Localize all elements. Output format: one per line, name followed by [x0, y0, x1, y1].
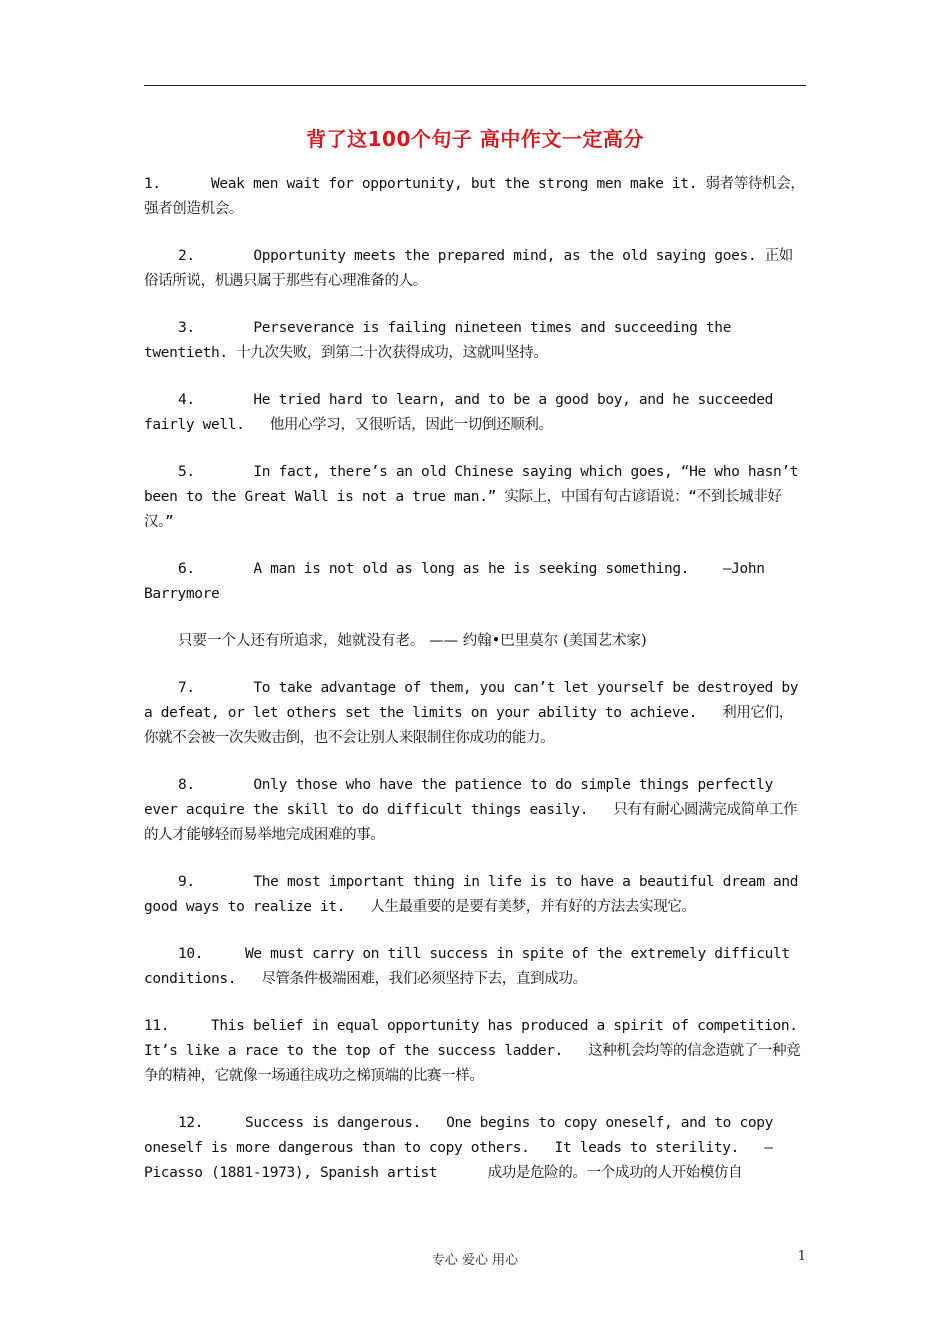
page-title: 背了这100个句子 高中作文一定高分: [306, 127, 644, 151]
header-rule: [144, 85, 806, 86]
sentence-text: 只要一个人还有所追求，她就没有老。 —— 约翰•巴里莫尔 (美国艺术家): [178, 633, 647, 649]
sentence-list: [144, 172, 806, 1208]
sentence-12: [144, 1111, 806, 1186]
sentence-text: This belief in equal opportunity has produced a spirit of competition. It’s like a race to the top of the success ladder. 这种机会均等的信念造就了一种竞争的精神，它就像一场通往成功之梯顶端的比赛一样。: [144, 1018, 807, 1084]
sentence-number: 5.: [178, 464, 195, 480]
sentence-number: 9.: [178, 874, 195, 890]
sentence-text: In fact, there’s an old Chinese saying which goes, “He who hasn’t been to the Great Wall is not a true man.” 实际上，中国有句古谚语说：“不到长城非好汉。”: [144, 464, 807, 530]
sentence-text: Weak men wait for opportunity, but the strong men make it. 弱者等待机会，强者创造机会。: [144, 176, 805, 217]
sentence-9: [144, 870, 806, 920]
sentence-6-translation: [144, 629, 806, 654]
sentence-text: To take advantage of them, you can’t let yourself be destroyed by a defeat, or let others set the limits on your ability to achieve. 利用它们，你就不会被一次失败击倒，也不会让别人来限制住你成功的能力。: [144, 680, 807, 746]
sentence-number: 3.: [178, 320, 195, 336]
sentence-6: [144, 557, 806, 607]
sentence-text: The most important thing in life is to have a beautiful dream and good ways to realize it. 人生最重要的是要有美梦，并有好的方法去实现它。: [144, 874, 807, 915]
page-number: 1: [797, 1249, 806, 1264]
sentence-number: 8.: [178, 777, 195, 793]
sentence-text: Success is dangerous. One begins to copy oneself, and to copy oneself is more dangerous than to copy others. It leads to sterility. —Picasso (1881-1973), Spanish artist 成功是危险的。一个成功的人开始模仿自: [144, 1115, 782, 1181]
sentence-text: We must carry on till success in spite of the extremely difficult conditions. 尽管条件极端困难，我们必须坚持下去，直到成功。: [144, 946, 799, 987]
sentence-text: Opportunity meets the prepared mind, as the old saying goes. 正如俗话所说，机遇只属于那些有心理准备的人。: [144, 248, 793, 289]
sentence-5: [144, 460, 806, 535]
sentence-number: 2.: [178, 248, 195, 264]
footer-motto: 专心 爱心 用心: [431, 1253, 519, 1268]
sentence-text: Only those who have the patience to do simple things perfectly ever acquire the skill to do difficult things easily. 只有有耐心圆满完成简单工作的人才能够轻而易举地完成困难的事。: [144, 777, 798, 843]
sentence-7: [144, 676, 806, 751]
sentence-number: 6.: [178, 561, 195, 577]
sentence-number: 4.: [178, 392, 195, 408]
sentence-1: [144, 172, 806, 222]
page-footer: [144, 1249, 806, 1269]
sentence-11: [144, 1014, 806, 1089]
sentence-number: 10.: [178, 946, 204, 962]
sentence-number: 1.: [144, 176, 161, 192]
sentence-text: Perseverance is failing nineteen times and succeeding the twentieth. 十九次失败，到第二十次获得成功，这就叫坚持。: [144, 320, 740, 361]
sentence-2: [144, 244, 806, 294]
sentence-8: [144, 773, 806, 848]
sentence-4: [144, 388, 806, 438]
sentence-number: 7.: [178, 680, 195, 696]
sentence-number: 12.: [178, 1115, 204, 1131]
sentence-3: [144, 316, 806, 366]
sentence-text: He tried hard to learn, and to be a good boy, and he succeeded fairly well. 他用心学习，又很听话，因此一切倒还顺利。: [144, 392, 782, 433]
sentence-10: [144, 942, 806, 992]
sentence-text: A man is not old as long as he is seeking something. —John Barrymore: [144, 561, 773, 602]
sentence-number: 11.: [144, 1018, 170, 1034]
